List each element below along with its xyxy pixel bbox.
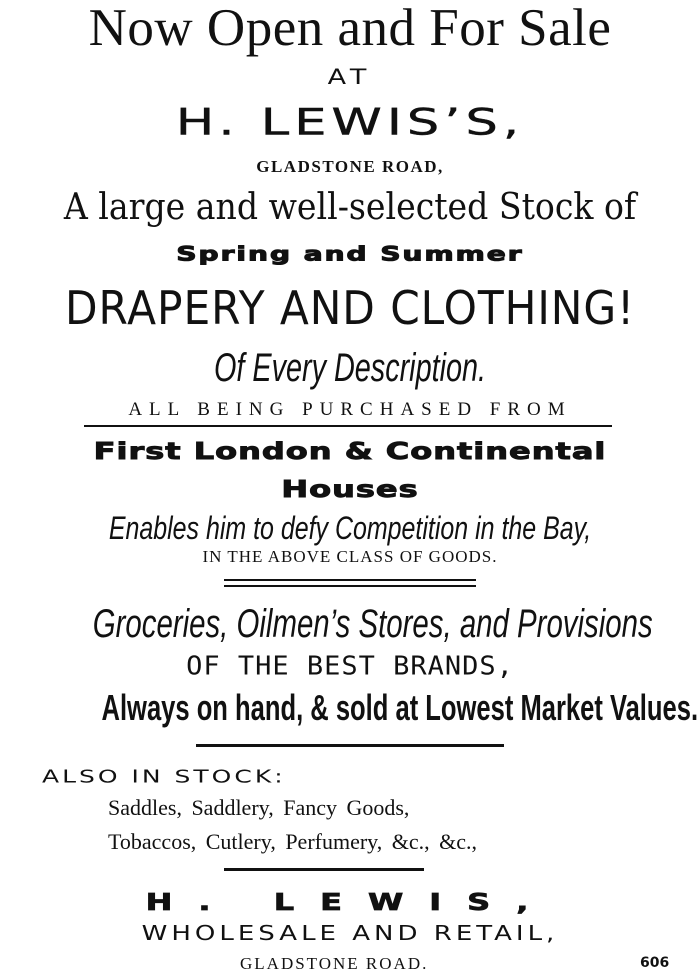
footer-trade-line: WHOLESALE AND RETAIL, bbox=[141, 922, 559, 946]
groceries-line: Groceries, Oilmen’s Stores, and Provisions bbox=[92, 602, 653, 646]
address-line: GLADSTONE ROAD, bbox=[256, 157, 444, 176]
at-line: AT bbox=[327, 65, 373, 90]
stock-items-line-1: Saddles, Saddlery, Fancy Goods, bbox=[108, 795, 410, 820]
footer-address: GLADSTONE ROAD. bbox=[240, 954, 429, 973]
purchased-underline bbox=[84, 425, 612, 427]
divider-above-footer bbox=[224, 868, 424, 871]
values-line: Always on hand, & sold at Lowest Market Values. bbox=[101, 687, 699, 728]
brands-line: OF THE BEST BRANDS, bbox=[186, 651, 514, 682]
ad-number: 606 bbox=[640, 955, 670, 971]
stock-items-line-2: Tobaccos, Cutlery, Perfumery, &c., &c., bbox=[108, 829, 477, 854]
category-line: DRAPERY AND CLOTHING! bbox=[65, 281, 635, 335]
suppliers-line-2: Houses bbox=[281, 475, 419, 503]
competition-line: Enables him to defy Competition in the Bay, bbox=[108, 510, 592, 546]
footer-merchant-name: H. LEWIS, bbox=[145, 888, 555, 916]
headline: Now Open and For Sale bbox=[88, 0, 612, 57]
section-divider-top bbox=[224, 579, 476, 581]
purchased-line: ALL BEING PURCHASED FROM bbox=[128, 399, 572, 420]
suppliers-line-1: First London & Continental bbox=[93, 437, 607, 465]
also-in-stock-heading: ALSO IN STOCK: bbox=[42, 766, 286, 787]
season-line: Spring and Summer bbox=[176, 242, 524, 266]
merchant-name: H. LEWIS’S, bbox=[175, 101, 525, 144]
stock-line: A large and well-selected Stock of bbox=[63, 187, 637, 228]
class-line: IN THE ABOVE CLASS OF GOODS. bbox=[202, 547, 498, 566]
divider-above-stock bbox=[196, 744, 504, 747]
description-line: Of Every Description. bbox=[213, 346, 487, 390]
section-divider-bottom bbox=[224, 585, 476, 587]
